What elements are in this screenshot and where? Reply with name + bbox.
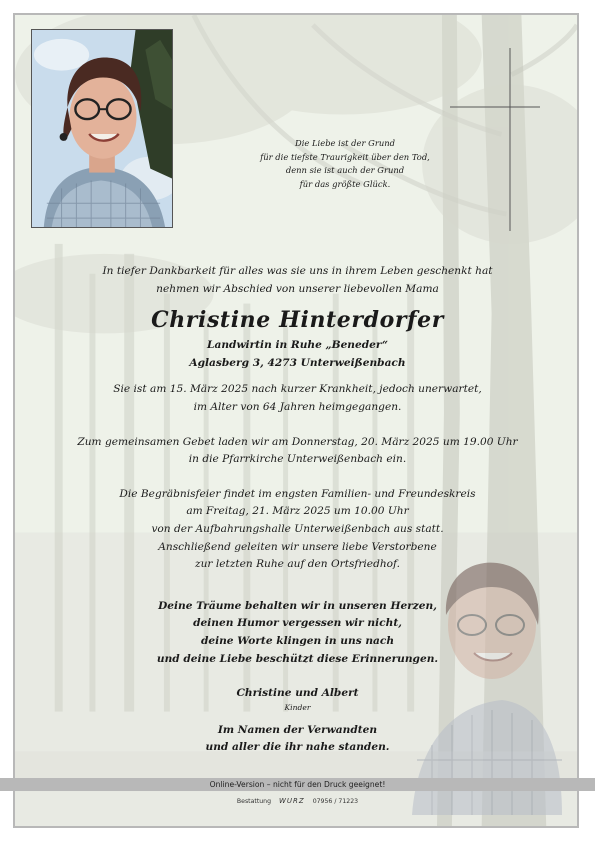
mourner-relation: Kinder xyxy=(284,702,311,712)
quote-line: Die Liebe ist der Grund xyxy=(294,138,396,148)
deceased-title: Landwirtin in Ruhe „Beneder“ xyxy=(207,339,388,352)
funeral-line: Die Begräbnisfeier findet im engsten Familien- und Freundeskreis xyxy=(119,487,476,500)
death-notice-line: im Alter von 64 Jahren heimgegangen. xyxy=(193,400,402,413)
poem-line: Deine Träume behalten wir in unseren Herzen, xyxy=(158,599,437,612)
death-notice-line: Sie ist am 15. März 2025 nach kurzer Krankheit, jedoch unerwartet, xyxy=(113,383,482,396)
quote-line: für das größte Glück. xyxy=(299,178,391,189)
funeral-line: Anschließend geleiten wir unsere liebe Verstorbene xyxy=(158,540,437,553)
footer-prefix: Bestattung xyxy=(236,798,272,805)
poem-line: deinen Humor vergessen wir nicht, xyxy=(193,617,402,630)
funeral-line: von der Aufbahrungshalle Unterweißenbach aus statt. xyxy=(151,522,444,535)
obituary-text xyxy=(0,263,595,757)
footer-phone: 07956 / 71223 xyxy=(312,798,359,805)
funeral-line: zur letzten Ruhe auf den Ortsfriedhof. xyxy=(195,558,400,571)
mourner-names: Christine und Albert xyxy=(236,687,359,700)
online-version-notice: Online-Version – nicht für den Druck geeignet! xyxy=(0,778,595,791)
undertaker-footer xyxy=(0,795,595,808)
closing-line: Im Namen der Verwandten xyxy=(217,723,378,736)
funeral-line: am Freitag, 21. März 2025 um 10.00 Uhr xyxy=(186,505,409,518)
quote-line: denn sie ist auch der Grund xyxy=(285,165,405,176)
deceased-address: Aglasberg 3, 4273 Unterweißenbach xyxy=(189,356,406,369)
intro-line: nehmen wir Abschied von unserer liebevollen Mama xyxy=(156,282,439,295)
portrait-photo xyxy=(31,29,173,228)
poem-line: und deine Liebe beschützt diese Erinnerungen. xyxy=(156,652,439,665)
quote-line: für die tiefste Traurigkeit über den Tod, xyxy=(260,151,430,162)
intro-line: In tiefer Dankbarkeit für alles was sie uns in ihrem Leben geschenkt hat xyxy=(102,265,493,277)
undertaker-logo: WURZ xyxy=(279,797,305,805)
cross-icon xyxy=(450,36,550,231)
memorial-quote xyxy=(230,137,460,191)
closing-line: und aller die ihr nahe standen. xyxy=(205,741,390,754)
prayer-line: in die Pfarrkirche Unterweißenbach ein. xyxy=(188,453,407,466)
deceased-name: Christine Hinterdorfer xyxy=(151,307,444,334)
poem-line: deine Worte klingen in uns nach xyxy=(200,634,395,647)
prayer-line: Zum gemeinsamen Gebet laden wir am Donnerstag, 20. März 2025 um 19.00 Uhr xyxy=(77,435,518,448)
